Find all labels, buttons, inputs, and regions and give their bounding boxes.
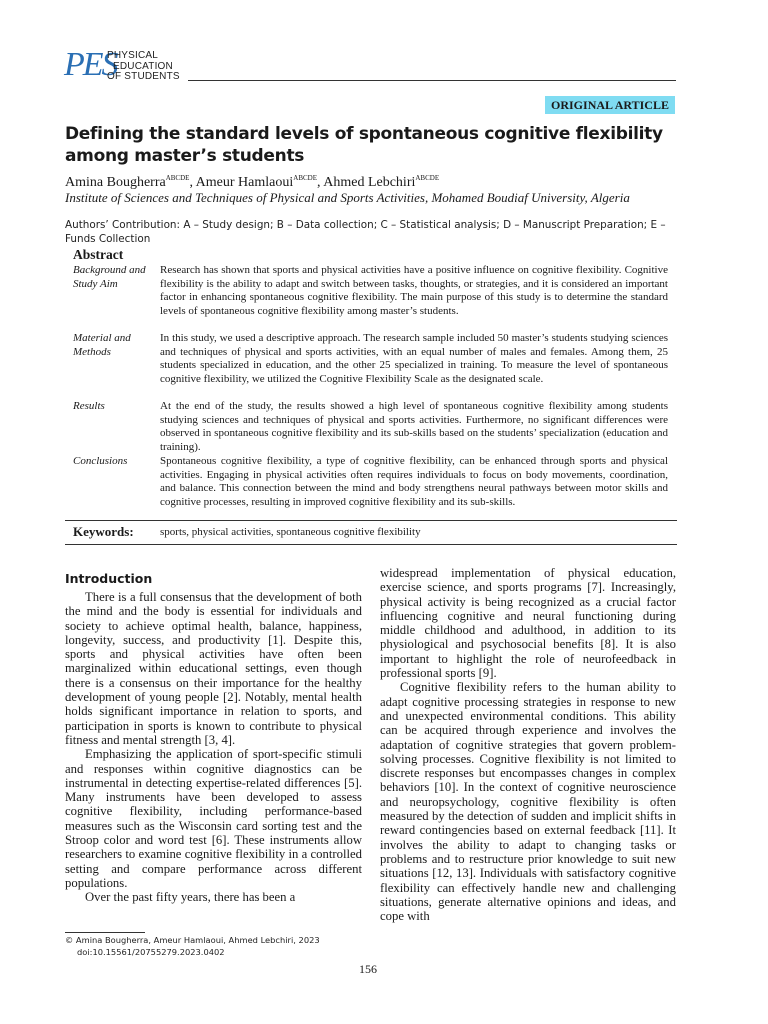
journal-logo-mark: PES: [64, 46, 117, 83]
article-title: Defining the standard levels of spontaneous cognitive flexibility among master’s students: [65, 124, 663, 166]
logo-line: OF STUDENTS: [107, 71, 180, 82]
abstract-section-label: Material and Methods: [73, 332, 131, 358]
abstract-section-text: At the end of the study, the results showed a high level of spontaneous cognitive flexibility among students studying sciences and techniques of physical and sports activities. Furthermore, no significant differences were observed in spontaneous cognitive flexibility and its sub-skills based on the students’ specialization (education and training).: [160, 400, 668, 453]
author-contribution: ABCDE: [293, 174, 317, 182]
keywords-bottom-divider: [65, 544, 677, 545]
abstract-heading: Abstract: [73, 247, 124, 262]
authors-contribution: Authors’ Contribution: A – Study design; B – Data collection; C – Statistical analysis; D – Manuscript Preparation; E – Funds Collection: [65, 219, 666, 245]
author-contribution: ABCDE: [165, 174, 190, 182]
keywords-label: Keywords:: [73, 524, 134, 539]
article-type-badge: ORIGINAL ARTICLE: [545, 96, 675, 114]
copyright-text: © Amina Bougherra, Ameur Hamlaoui, Ahmed Lebchiri, 2023: [65, 935, 320, 945]
author-contribution: ABCDE: [415, 174, 440, 182]
section-heading-introduction: Introduction: [65, 571, 153, 586]
logo-line: PHYSICAL: [107, 50, 159, 61]
author-separator: ,: [317, 175, 324, 190]
body-paragraph: Cognitive flexibility refers to the human ability to adapt cognitive processing strategies in response to new and unexpected environmental conditions. This ability can be acquired through experience and involves the adaptation of cognitive strategies that govern problem-solving processes. Cognitive flexibility is not limited to discrete responses but encompasses changes in complex behaviors [10]. In the context of cognitive neuroscience and neuropsychology, cognitive flexibility is often measured by the detection of sudden and implicit shifts in reward contingencies based on external feedback [11]. It involves the ability to adapt to changing tasks or problems and to restructure prior knowledge to suit new situations [12, 13]. Individuals with satisfactory cognitive flexibility can effectively handle new and challenging situations, generate alternative opinions and ideas, and cope with: [380, 680, 676, 924]
affiliation: Institute of Sciences and Techniques of Physical and Sports Activities, Mohamed Boudiaf University, Algeria: [65, 190, 630, 205]
abstract-section-label: Background and Study Aim: [73, 264, 146, 290]
abstract-section-label: Conclusions: [73, 455, 128, 467]
page-number: 156: [359, 962, 377, 976]
logo-line: EDUCATION: [113, 60, 173, 72]
author-name: Ahmed Lebchiri: [323, 175, 416, 190]
author-name: Ameur Hamlaoui: [195, 175, 294, 190]
abstract-section-label: Results: [73, 400, 105, 412]
body-paragraph: Emphasizing the application of sport-specific stimuli and responses within cognitive diagnostics can be instrumental in detecting expertise-related differences [5]. Many instruments have been developed to assess cognitive flexibility, including performance-based measures such as the Wisconsin card sorting test and the Stroop color and word test [6]. These instruments allow researchers to examine cognitive flexibility in a controlled setting and compare performance across different populations.: [65, 747, 362, 890]
author-name: Amina Bougherra: [65, 175, 166, 190]
footnote-divider: [65, 932, 145, 933]
author-separator: ,: [189, 175, 196, 190]
abstract-section-text: In this study, we used a descriptive approach. The research sample included 50 master’s students studying sciences and techniques of physical and sports activities, with an equal number of males and females. Among them, 25 students specialized in education, and the other 25 specialized in training. To measure the level of spontaneous cognitive flexibility, we utilized the Cognitive Flexibility Scale as the designated scale.: [160, 332, 668, 385]
doi-text: doi:10.15561/20755279.2023.0402: [77, 946, 225, 957]
body-paragraph: There is a full consensus that the development of both the mind and the body is essential for individuals and society to achieve optimal health, balance, happiness, longevity, success, and productivity [1]. Despite this, sports and physical activities have often been marginalized within educational settings, even though there is a consensus on their importance for the healthy development of young people [2]. Notably, mental health holds significant importance in relation to sports, and participation in sports is known to contribute to physical fitness and mental strength [3, 4].: [65, 590, 362, 747]
body-paragraph: widespread implementation of physical education, exercise science, and sports programs [7]. Increasingly, physical activity is being recognized as a crucial factor influencing cognitive and neural functioning during middle childhood and adulthood, in addition to its physiological and psychosocial benefits [8]. It is also important to highlight the role of neurofeedback in professional sports [9].: [380, 566, 676, 681]
journal-logo-text: [107, 51, 180, 83]
abstract-section-text: Spontaneous cognitive flexibility, a type of cognitive flexibility, can be enhanced through sports and physical activities. Engaging in physical activities often requires individuals to focus on body movements, coordination, and balance. This connection between the mind and body strengthens neural pathways between motor skills and cognitive processes, resulting in improved cognitive flexibility and its sub-skills.: [160, 455, 668, 508]
body-left-column: [65, 590, 362, 905]
keywords-text: sports, physical activities, spontaneous cognitive flexibility: [160, 526, 421, 538]
body-paragraph: Over the past fifty years, there has been a: [85, 890, 296, 905]
header-divider: [188, 80, 676, 81]
abstract-section-text: Research has shown that sports and physical activities have a positive influence on cognitive flexibility. Cognitive flexibility is the ability to adapt and switch between tasks, thoughts, or strategies, and it is considered an important factor in enhancing spontaneous cognitive flexibility. The main purpose of this study is to determine the standard levels of spontaneous cognitive flexibility among master’s students.: [160, 264, 668, 317]
body-right-column: [380, 566, 676, 923]
keywords-top-divider: [65, 520, 677, 521]
copyright-footnote: [65, 935, 320, 958]
